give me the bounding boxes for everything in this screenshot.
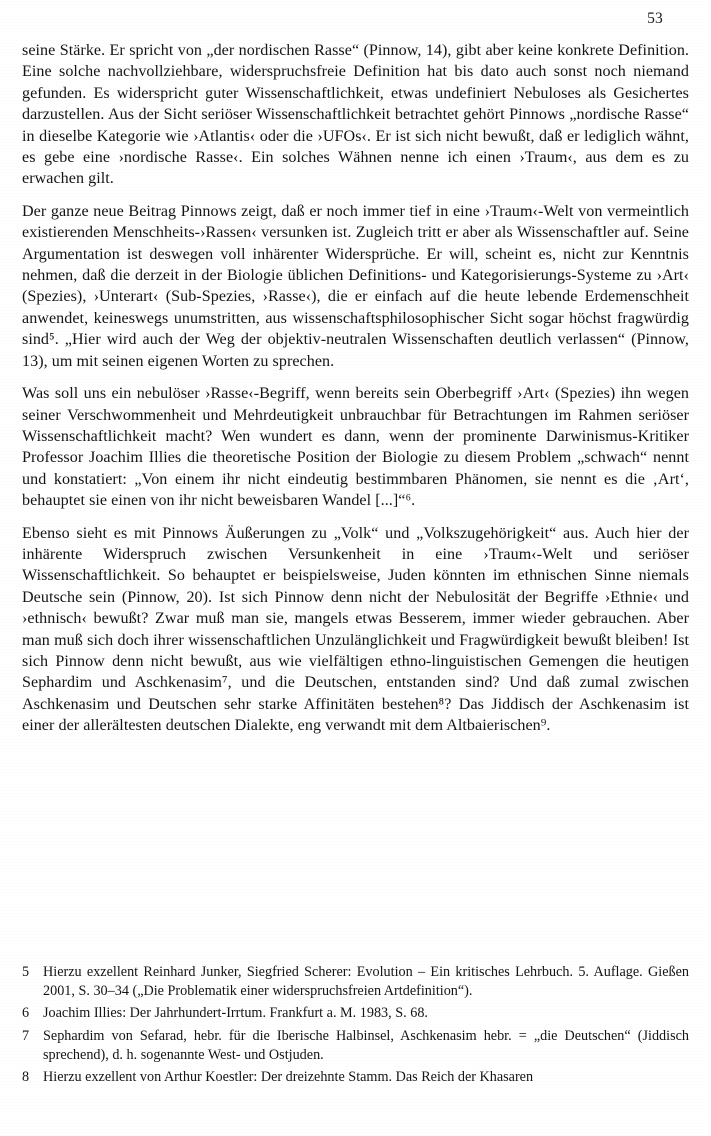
footnote-number: 8 <box>22 1069 30 1086</box>
footnote-text: Sephardim von Sefarad, hebr. für die Iberische Halbinsel, Aschkenasim hebr. = „die Deutschen“ (Jiddisch sprechend), d. h. sogenannte West- und Ostjuden. <box>43 1027 689 1063</box>
footnotes-section <box>22 963 689 1090</box>
footnote-number: 6 <box>22 1005 30 1022</box>
footnote <box>22 963 689 1001</box>
footnote-text: Hierzu exzellent Reinhard Junker, Siegfried Scherer: Evolution – Ein kritisches Lehrbuch. 5. Auflage. Gießen 2001, S. 30–34 („Die Problematik einer widerspruchsfreien Artdefinition“). <box>43 964 689 1000</box>
paragraph: Was soll uns ein nebulöser ›Rasse‹-Begriff, wenn bereits sein Oberbegriff ›Art‹ (Spezies) ihn wegen seiner Verschwommenheit und Mehrdeutigkeit unbrauchbar für Betrachtungen im Rahmen seriöser Wissenschaftlichkeit macht? Wen wundert es dann, wenn der prominente Darwinismus-Kritiker Professor Joachim Illies die theoretische Position der Biologie zu diesem Problem „schwach“ nennt und konstatiert: „Von einem ihr nicht eindeutig bestimmbaren Phänomen, sie nennt es die ‚Art‘, behauptet sie einen von ihr nicht beweisbaren Wandel [...]“⁶. <box>22 385 689 510</box>
footnote <box>22 1068 689 1087</box>
paragraph: seine Stärke. Er spricht von „der nordischen Rasse“ (Pinnow, 14), gibt aber keine konkrete Definition. Eine solche nachvollziehbare, widerspruchsfreie Definition hat bis dato auch sonst noch niemand gefunden. Es widerspricht guter Wissenschaftlichkeit, etwas undefiniert Nebuloses als Gesichertes darzustellen. Aus der Sicht seriöser Wissenschaftlichkeit betrachtet gehört Pinnows „nordische Rasse“ in dieselbe Kategorie wie ›Atlantis‹ oder die ›UFOs‹. Er ist sich nicht bewußt, daß er lediglich wähnt, es gebe eine ›nordische Rasse‹. Ein solches Wähnen nenne ich einen ›Traum‹, aus dem es zu erwachen gilt. <box>22 42 689 188</box>
footnote-text: Hierzu exzellent von Arthur Koestler: Der dreizehnte Stamm. Das Reich der Khasaren <box>43 1069 534 1086</box>
paragraph: Der ganze neue Beitrag Pinnows zeigt, daß er noch immer tief in eine ›Traum‹-Welt von vermeintlich existierenden Menschheits-›Rassen‹ versunken ist. Zugleich tritt er aber als Wissenschaftler auf. Seine Argumentation ist deswegen voll inhärenter Widersprüche. Er will, scheint es, nicht zur Kenntnis nehmen, daß die derzeit in der Biologie üblichen Definitions- und Kategorisierungs-Systeme zu ›Art‹ (Spezies), ›Unterart‹ (Sub-Spezies, ›Rasse‹), die er einfach auf die heute lebende Erdemenschheit anwendet, keineswegs unumstritten, aus wissenschaftsphilosophischer Sicht sogar höchst fragwürdig sind⁵. „Hier wird auch der Weg der objektiv-neutralen Wissenschaften deutlich verlassen“ (Pinnow, 13), um mit seinen eigenen Worten zu sprechen. <box>22 202 689 370</box>
footnote <box>22 1027 689 1065</box>
paragraph: Ebenso sieht es mit Pinnows Äußerungen zu „Volk“ und „Volkszugehörigkeit“ aus. Auch hier der inhärente Widerspruch zwischen Versunkenheit in eine ›Traum‹-Welt und seriöser Wissenschaftlichkeit. So behauptet er beispielsweise, Juden könnten im ethnischen Sinne niemals Deutsche sein (Pinnow, 20). Ist sich Pinnow denn nicht der Nebulosität der Begriffe ›Ethnie‹ und ›ethnisch‹ bewußt? Zwar muß man sie, mangels etwas Besserem, immer wieder gebrauchen. Aber man muß sich doch ihrer wissenschaftlichen Unzulänglichkeit und Fragwürdigkeit bewußt bleiben! Ist sich Pinnow denn nicht bewußt, aus wie vielfältigen ethno-linguistischen Gemengen die heutigen Sephardim und Aschkenasim⁷, und die Deutschen, entstanden sind? Und daß zumal zwischen Aschkenasim und Deutschen sehr starke Affinitäten bestehen⁸? Das Jiddisch der Aschkenasim ist einer der allerältesten deutschen Dialekte, eng verwandt mit dem Altbaierischen⁹. <box>22 524 689 735</box>
footnote <box>22 1004 689 1023</box>
footnote-number: 5 <box>22 964 30 980</box>
footnote-text: Joachim Illies: Der Jahrhundert-Irrtum. Frankfurt a. M. 1983, S. 68. <box>43 1005 428 1022</box>
body-text-column <box>22 40 689 737</box>
page-number: 53 <box>647 10 663 27</box>
footnote-number: 7 <box>22 1027 30 1044</box>
